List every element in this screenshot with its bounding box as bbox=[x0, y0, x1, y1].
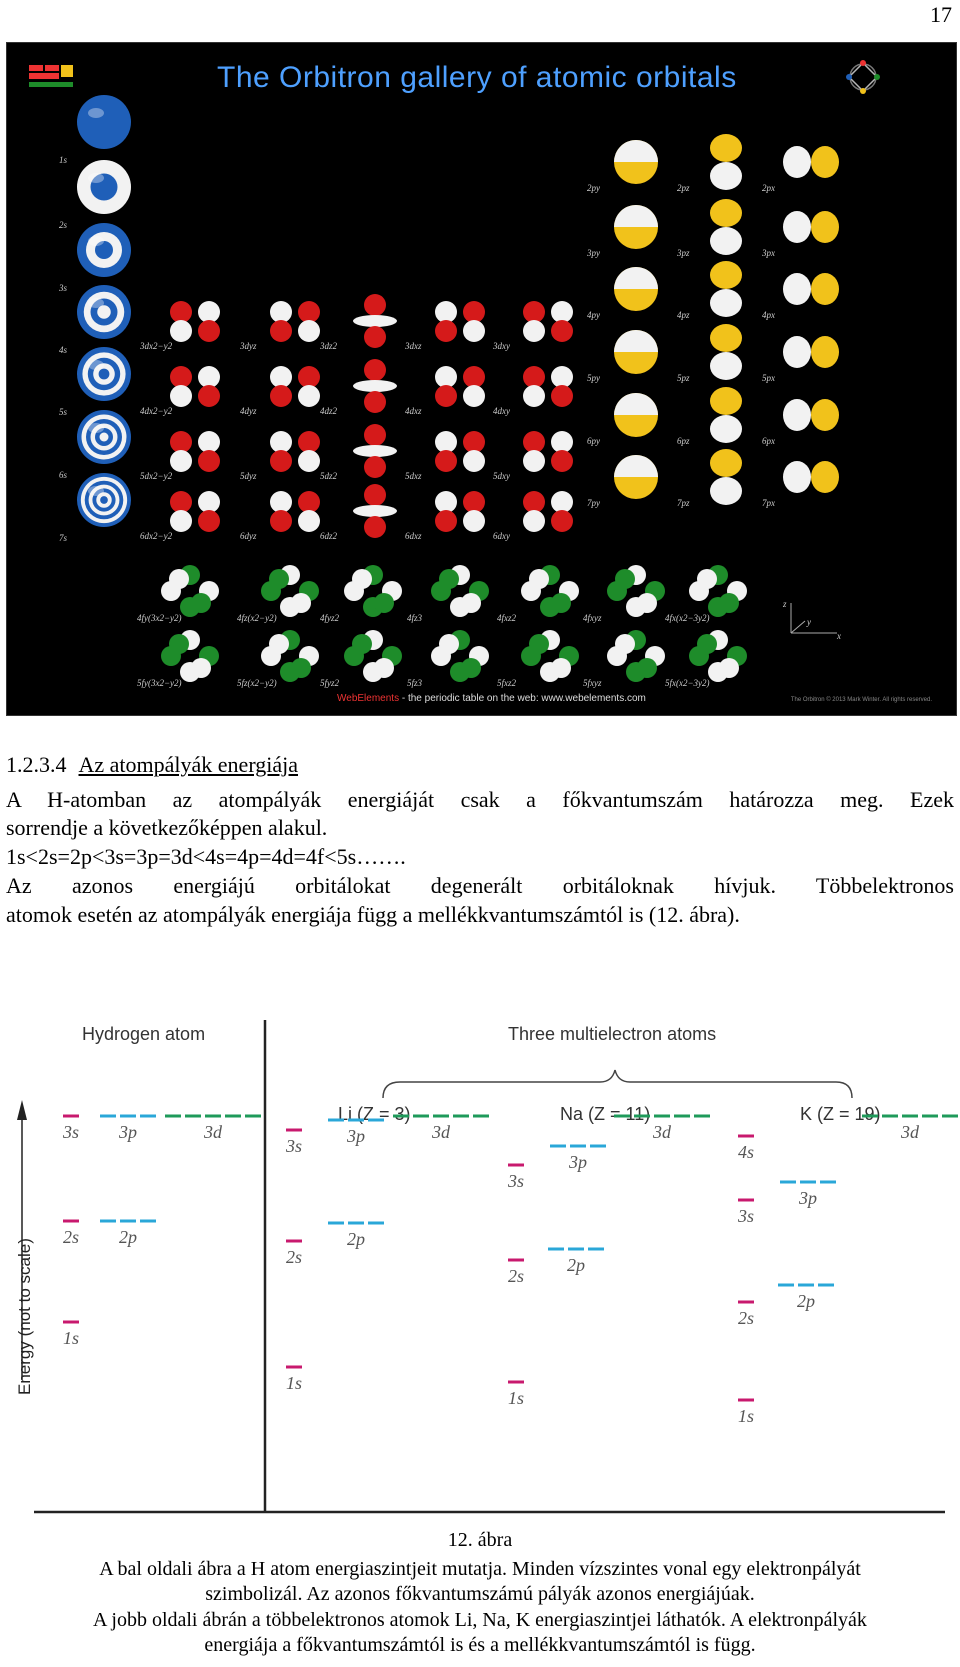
label-2s: 2s bbox=[59, 220, 68, 230]
orbital-5py bbox=[607, 323, 665, 381]
label-6dxy: 6dxy bbox=[493, 531, 510, 541]
arrowhead-icon bbox=[17, 1100, 27, 1120]
figure-number: 12. ábra bbox=[447, 1529, 513, 1551]
multi-atom-brace bbox=[383, 1070, 852, 1098]
label-7pz: 7pz bbox=[677, 498, 690, 508]
label-5dyz: 5dyz bbox=[240, 471, 257, 481]
orbital-4dxy bbox=[515, 358, 581, 414]
label-2pz: 2pz bbox=[677, 183, 690, 193]
label-3dxz: 3dxz bbox=[405, 341, 422, 351]
na-label-3s: 3s bbox=[507, 1171, 525, 1191]
body-line-4: Az azonos energiájú orbitálokat degenerált orbitáloknak hívjuk. Többelektronos bbox=[6, 873, 954, 898]
orbital-6py bbox=[607, 386, 665, 444]
poster-credit: The Orbitron © 2013 Mark Winter. All rights reserved. bbox=[790, 697, 932, 703]
label-4fzx2y2: 4fz(x2−y2) bbox=[237, 613, 277, 623]
body-line-2: sorrendje a következőképpen alakul. bbox=[6, 815, 328, 840]
label-3dx2y2: 3dx2−y2 bbox=[140, 341, 173, 351]
energy-levels bbox=[62, 1116, 958, 1426]
orbital-6dz2 bbox=[342, 483, 408, 539]
label-3s: 3s bbox=[59, 283, 68, 293]
label-7px: 7px bbox=[762, 498, 775, 508]
label-4fy3x2y2: 4fy(3x2−y2) bbox=[137, 613, 182, 623]
label-4fxyz: 4fxyz bbox=[583, 613, 602, 623]
atom-label-li: Li (Z = 3) bbox=[338, 1104, 411, 1124]
orbital-3dz2 bbox=[342, 293, 408, 349]
label-4dxy: 4dxy bbox=[493, 406, 510, 416]
hydrogen-label-3p: 3p bbox=[119, 1122, 137, 1142]
label-6px: 6px bbox=[762, 436, 775, 446]
label-5px: 5px bbox=[762, 373, 775, 383]
label-4fxz2: 4fxz2 bbox=[497, 613, 516, 623]
orbital-4s bbox=[75, 283, 133, 341]
orbital-7py bbox=[607, 448, 665, 506]
orbital-4dyz bbox=[262, 358, 328, 414]
orbital-2py bbox=[607, 133, 665, 191]
orbital-4px bbox=[782, 260, 840, 318]
orbital-4fzx2y2 bbox=[257, 563, 323, 619]
li-label-3s: 3s bbox=[285, 1136, 303, 1156]
footer-text: - the periodic table on the web: www.webelements.com bbox=[399, 693, 646, 704]
orbital-5fxx23y2 bbox=[685, 628, 751, 684]
orbital-6pz bbox=[697, 386, 755, 444]
label-6dz2: 6dz2 bbox=[320, 531, 338, 541]
label-4dyz: 4dyz bbox=[240, 406, 257, 416]
orbital-6dxz bbox=[427, 483, 493, 539]
label-3dz2: 3dz2 bbox=[320, 341, 338, 351]
label-6dyz: 6dyz bbox=[240, 531, 257, 541]
orbital-2pz bbox=[697, 133, 755, 191]
orbital-4fz3 bbox=[427, 563, 493, 619]
label-4dx2y2: 4dx2−y2 bbox=[140, 406, 173, 416]
hydrogen-label-2s: 2s bbox=[62, 1227, 80, 1247]
label-5fxx23y2: 5fx(x2−3y2) bbox=[665, 678, 710, 688]
orbital-5pz bbox=[697, 323, 755, 381]
label-2px: 2px bbox=[762, 183, 775, 193]
orbital-2px bbox=[782, 133, 840, 191]
label-4s: 4s bbox=[59, 345, 68, 355]
orbital-4fxx23y2 bbox=[685, 563, 751, 619]
k-label-3d: 3d bbox=[901, 1122, 919, 1142]
k-label-3s: 3s bbox=[737, 1206, 755, 1226]
label-5pz: 5pz bbox=[677, 373, 690, 383]
section-heading bbox=[6, 752, 298, 778]
label-4dxz: 4dxz bbox=[405, 406, 422, 416]
orbital-6dxy bbox=[515, 483, 581, 539]
axis-x-label: x bbox=[837, 631, 841, 641]
webelements-logo-icon bbox=[29, 65, 77, 91]
orbital-4fyz2 bbox=[340, 563, 406, 619]
poster-footer bbox=[337, 693, 646, 704]
orbital-3pz bbox=[697, 198, 755, 256]
li-label-3d: 3d bbox=[432, 1122, 450, 1142]
li-label-1s: 1s bbox=[285, 1373, 303, 1393]
label-5dxy: 5dxy bbox=[493, 471, 510, 481]
hydrogen-label-3d: 3d bbox=[204, 1122, 222, 1142]
orbital-4pz bbox=[697, 260, 755, 318]
label-5fxz2: 5fxz2 bbox=[497, 678, 516, 688]
energy-axis-label: Energy (not to scale) bbox=[15, 1238, 34, 1395]
label-4px: 4px bbox=[762, 310, 775, 320]
orbital-7s bbox=[75, 471, 133, 529]
label-4dz2: 4dz2 bbox=[320, 406, 338, 416]
orbital-5fyz2 bbox=[340, 628, 406, 684]
orbital-5dz2 bbox=[342, 423, 408, 479]
orbital-5dxy bbox=[515, 423, 581, 479]
label-3dxy: 3dxy bbox=[493, 341, 510, 351]
label-3pz: 3pz bbox=[677, 248, 690, 258]
k-label-2p: 2p bbox=[797, 1291, 815, 1311]
orbital-3py bbox=[607, 198, 665, 256]
footer-brand: WebElements bbox=[337, 693, 400, 704]
na-label-2p: 2p bbox=[567, 1255, 585, 1275]
orbital-2s bbox=[75, 158, 133, 216]
label-2py: 2py bbox=[587, 183, 600, 193]
label-4fyz2: 4fyz2 bbox=[320, 613, 339, 623]
multi-title: Three multielectron atoms bbox=[508, 1024, 717, 1044]
page-number: 17 bbox=[930, 2, 952, 27]
orbital-5fxyz bbox=[603, 628, 669, 684]
label-6py: 6py bbox=[587, 436, 600, 446]
label-4pz: 4pz bbox=[677, 310, 690, 320]
k-label-4s: 4s bbox=[737, 1142, 755, 1162]
orbitron-poster bbox=[6, 42, 957, 716]
hydrogen-label-3s: 3s bbox=[62, 1122, 80, 1142]
axis-z-label: z bbox=[783, 599, 787, 609]
label-5fxyz: 5fxyz bbox=[583, 678, 602, 688]
label-3px: 3px bbox=[762, 248, 775, 258]
orbital-4fxyz bbox=[603, 563, 669, 619]
label-5fzx2y2: 5fz(x2−y2) bbox=[237, 678, 277, 688]
hydrogen-title: Hydrogen atom bbox=[82, 1024, 206, 1044]
na-label-1s: 1s bbox=[507, 1388, 525, 1408]
label-5dxz: 5dxz bbox=[405, 471, 422, 481]
atom-label-k: K (Z = 19) bbox=[800, 1104, 881, 1124]
orbital-5fy3x2y2 bbox=[157, 628, 223, 684]
caption-line-2: szimbolizál. Az azonos főkvantumszámú pályák azonos energiájúak. bbox=[205, 1583, 755, 1605]
poster-title: The Orbitron gallery of atomic orbitals bbox=[217, 61, 737, 94]
orbital-6s bbox=[75, 408, 133, 466]
hydrogen-label-2p: 2p bbox=[119, 1227, 137, 1247]
orbital-7px bbox=[782, 448, 840, 506]
atom-label-na: Na (Z = 11) bbox=[560, 1104, 651, 1124]
label-6dxz: 6dxz bbox=[405, 531, 422, 541]
label-4py: 4py bbox=[587, 310, 600, 320]
label-5py: 5py bbox=[587, 373, 600, 383]
orbital-6dyz bbox=[262, 483, 328, 539]
label-6pz: 6pz bbox=[677, 436, 690, 446]
orbital-4dxz bbox=[427, 358, 493, 414]
k-label-1s: 1s bbox=[737, 1406, 755, 1426]
body-line-1: A H-atomban az atompályák energiáját csak a főkvantumszám határozza meg. Ezek bbox=[6, 787, 954, 812]
label-3dyz: 3dyz bbox=[240, 341, 257, 351]
energy-level-diagram bbox=[0, 1010, 960, 1525]
body-line-5: atomok esetén az atompályák energiája függ a mellékkvantumszámtól is (12. ábra). bbox=[6, 902, 740, 927]
orbital-5s bbox=[75, 345, 133, 403]
caption-line-4: energiája a főkvantumszámtól is és a mellékkvantumszámtól is függ. bbox=[204, 1634, 756, 1656]
orbital-4dz2 bbox=[342, 358, 408, 414]
orbital-5fzx2y2 bbox=[257, 628, 323, 684]
orbital-3s bbox=[75, 221, 133, 279]
k-label-2s: 2s bbox=[737, 1308, 755, 1328]
na-label-2s: 2s bbox=[507, 1266, 525, 1286]
orbital-7pz bbox=[697, 448, 755, 506]
label-5dz2: 5dz2 bbox=[320, 471, 338, 481]
label-4fxx23y2: 4fx(x2−3y2) bbox=[665, 613, 710, 623]
label-4fz3: 4fz3 bbox=[407, 613, 423, 623]
axis-y-label: y bbox=[807, 617, 811, 627]
k-label-3p: 3p bbox=[799, 1188, 817, 1208]
li-label-2p: 2p bbox=[347, 1229, 365, 1249]
orbital-5dyz bbox=[262, 423, 328, 479]
orbital-1s bbox=[75, 93, 133, 151]
orbital-3dyz bbox=[262, 293, 328, 349]
na-label-3d: 3d bbox=[653, 1122, 671, 1142]
section-title: Az atompályák energiája bbox=[78, 752, 298, 777]
orbital-5fz3 bbox=[427, 628, 493, 684]
orbital-5px bbox=[782, 323, 840, 381]
body-line-3: 1s<2s=2p<3s=3p=3d<4s=4p=4d=4f<5s……. bbox=[6, 844, 406, 869]
orbital-3px bbox=[782, 198, 840, 256]
label-5fyz2: 5fyz2 bbox=[320, 678, 339, 688]
label-5s: 5s bbox=[59, 407, 68, 417]
orbital-4fy3x2y2 bbox=[157, 563, 223, 619]
orbital-4fxz2 bbox=[517, 563, 583, 619]
li-label-2s: 2s bbox=[285, 1247, 303, 1267]
label-5fz3: 5fz3 bbox=[407, 678, 423, 688]
label-6s: 6s bbox=[59, 470, 68, 480]
orbital-5fxz2 bbox=[517, 628, 583, 684]
section-number: 1.2.3.4 bbox=[6, 752, 67, 777]
caption-line-3: A jobb oldali ábrán a többelektronos atomok Li, Na, K energiaszintjei láthatók. A elektronpályák bbox=[93, 1609, 867, 1631]
orbital-3dxz bbox=[427, 293, 493, 349]
na-label-3p: 3p bbox=[569, 1152, 587, 1172]
label-6dx2y2: 6dx2−y2 bbox=[140, 531, 173, 541]
label-5dx2y2: 5dx2−y2 bbox=[140, 471, 173, 481]
orbitron-emblem-icon bbox=[845, 59, 881, 95]
caption-line-1: A bal oldali ábra a H atom energiaszintjeit mutatja. Minden vízszintes vonal egy elektronpályát bbox=[99, 1558, 861, 1580]
orbital-5dxz bbox=[427, 423, 493, 479]
label-5fy3x2y2: 5fy(3x2−y2) bbox=[137, 678, 182, 688]
label-3py: 3py bbox=[587, 248, 600, 258]
orbital-4py bbox=[607, 260, 665, 318]
label-1s: 1s bbox=[59, 155, 68, 165]
label-7s: 7s bbox=[59, 533, 68, 543]
li-label-3p: 3p bbox=[347, 1126, 365, 1146]
hydrogen-label-1s: 1s bbox=[62, 1328, 80, 1348]
orbital-6px bbox=[782, 386, 840, 444]
label-7py: 7py bbox=[587, 498, 600, 508]
orbital-3dxy bbox=[515, 293, 581, 349]
